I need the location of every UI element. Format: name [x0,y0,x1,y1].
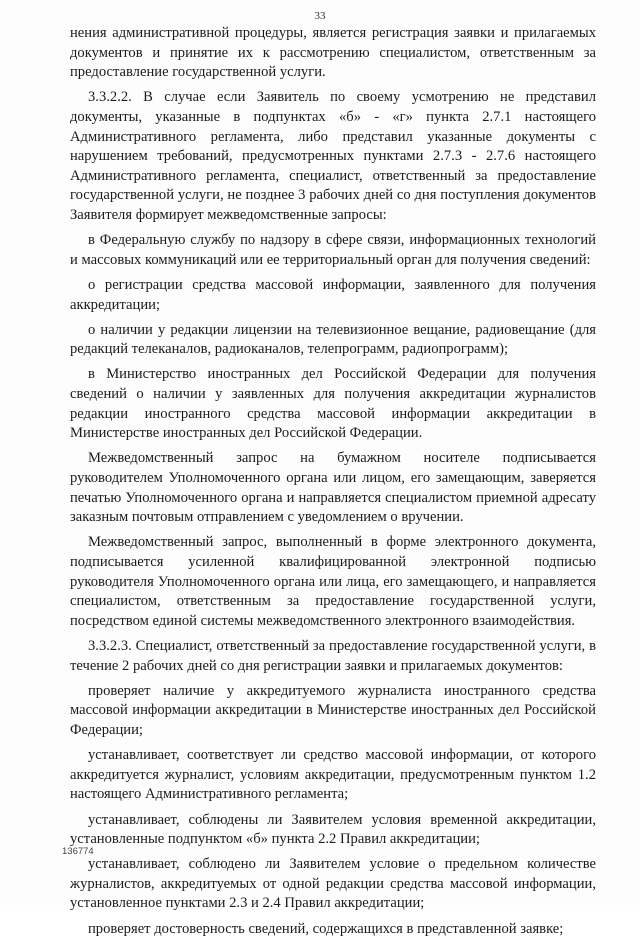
paragraph-journalist-limit: устанавливает, соблюдено ли Заявителем условие о предельном количестве журналистов, аккредитуемых от одной редакции средства массовой информации, установленное пунктами 2.3 и 2.4 Правил аккредитации; [70,856,596,912]
paragraph-continuation: нения административной процедуры, является регистрация заявки и прилагаемых документов и принятие их к рассмотрению специалистом, ответственным за предоставление государственной услуги. [70,25,596,81]
paragraph-roskomnadzor-request: в Федеральную службу по надзору в сфере связи, информационных технологий и массовых коммуникаций или ее территориальный орган для получения сведений: [70,232,596,268]
paragraph-3-3-2-2: 3.3.2.2. В случае если Заявитель по своему усмотрению не представил документы, указанные в подпунктах «б» - «г» пункта 2.7.1 настоящего Административного регламента, либо представил указанные документы с нарушением требований, предусмотренных пунктами 2.7.3 - 2.7.6 настоящего Административного регламента, специалист, ответственный за предоставление государственной услуги, не позднее 3 рабочих дней со дня поступления документов Заявителя формирует межведомственные запросы: [70,89,596,223]
paragraph-license-info: о наличии у редакции лицензии на телевизионное вещание, радиовещание (для редакций телеканалов, радиоканалов, телепрограмм, радиопрограмм); [70,321,596,358]
paragraph-paper-request: Межведомственный запрос на бумажном носителе подписывается руководителем Уполномоченного органа или лицом, его замещающим, заверяется печатью Уполномоченного органа и направляется специалистом приемной адресату заказным почтовым отправлением с уведомлением о вручении. [70,450,596,526]
page-number: 33 [314,10,326,22]
paragraph-mfa-request: в Министерство иностранных дел Российской Федерации для получения сведений о наличии у заявленных для получения аккредитации журналистов редакции иностранного средства массовой информации аккредитации в Министерстве иностранных дел Российской Федерации. [70,366,596,442]
paragraph-temporary-accreditation: устанавливает, соблюдены ли Заявителем условия временной аккредитации, установленные подпунктом «б» пункта 2.2 Правил аккредитации; [70,811,596,848]
paragraph-verify-information: проверяет достоверность сведений, содержащихся в представленной заявке; [88,920,564,937]
paragraph-check-conditions: устанавливает, соответствует ли средство массовой информации, от которого аккредитуется журналист, условиям аккредитации, предусмотренным пунктом 1.2 настоящего Административного регламента; [70,747,596,803]
paragraph-registration-info: о регистрации средства массовой информации, заявленного для получения аккредитации; [70,276,596,313]
footer-code: 136774 [62,846,94,857]
paragraph-3-3-2-3: 3.3.2.3. Специалист, ответственный за предоставление государственной услуги, в течение 2 рабочих дней со дня регистрации заявки и прилагаемых документов: [70,637,596,674]
paragraph-electronic-request: Межведомственный запрос, выполненный в форме электронного документа, подписывается усиленной квалифицированной электронной подписью руководителя Уполномоченного органа или лица, его замещающего, и направляется специалистом, ответственным за предоставление государственной услуги, посредством единой системы межведомственного электронного взаимодействия. [70,534,596,629]
document-body [70,24,596,945]
paragraph-check-accreditation: проверяет наличие у аккредитуемого журналиста иностранного средства массовой информации аккредитации в Министерстве иностранных дел Российской Федерации; [70,682,596,738]
